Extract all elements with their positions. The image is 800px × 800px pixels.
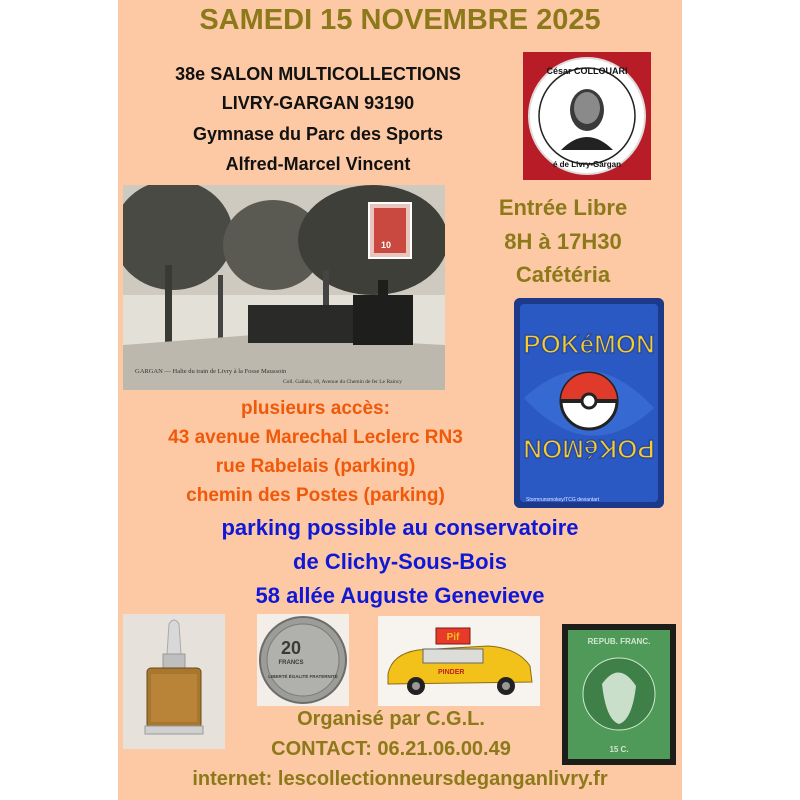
parking-line-3: 58 allée Auguste Genevieve: [255, 583, 545, 608]
cap-text-bottom: é de Livry-Gargan: [552, 160, 622, 169]
pokemon-logo-top: POKéMON: [523, 329, 655, 359]
toy-car-image: [378, 616, 540, 706]
entry-text: Entrée Libre: [498, 195, 628, 220]
pokemon-card-image: [514, 298, 664, 508]
stamp-value: 10: [381, 240, 392, 250]
access-item-2: rue Rabelais (parking): [215, 456, 416, 477]
cap-text-top: César COLLOUARI: [546, 66, 628, 76]
poster: [118, 0, 682, 800]
hours-text: 8H à 17H30: [504, 229, 622, 254]
ceres-stamp-image: [562, 624, 676, 765]
stamp2-top: REPUB. FRANC.: [587, 637, 651, 646]
car-side-text: PINDER: [438, 669, 465, 676]
event-line-3: Gymnase du Parc des Sports: [192, 124, 444, 144]
event-line-1: 38e SALON MULTICOLLECTIONS: [175, 64, 461, 84]
event-line-2: LIVRY-GARGAN 93190: [221, 93, 415, 113]
coin-value: 20: [280, 638, 302, 658]
coin-unit: FRANCS: [278, 660, 304, 666]
website-link[interactable]: internet: lescollectionneursdeganganlivry.fr: [192, 768, 608, 790]
access-item-3: chemin des Postes (parking): [186, 485, 445, 506]
parking-line-2: de Clichy-Sous-Bois: [293, 549, 507, 574]
contact-text: CONTACT: 06.21.06.00.49: [271, 738, 511, 760]
postcard-credit: Coll. Gallais, 18, Avenue du Chemin de fer Le Raincy: [283, 379, 403, 385]
postcard-caption: GARGAN — Halte du train de Livry à la Fosse Maussoin: [135, 368, 287, 375]
perfume-bottle-image: [123, 614, 225, 749]
access-title: plusieurs accès:: [241, 398, 390, 419]
cafe-text: Cafétéria: [515, 262, 611, 287]
organizer-text: Organisé par C.G.L.: [297, 708, 485, 730]
card-credit: Stormrunsmokey/TCG deviantart: [526, 497, 600, 503]
stamp2-bottom: 15 C.: [609, 745, 629, 754]
access-item-1: 43 avenue Marechal Leclerc RN3: [168, 427, 463, 448]
champagne-cap-image: [523, 52, 651, 180]
pokemon-logo-bottom: POKéMON: [523, 434, 655, 464]
event-line-4: Alfred-Marcel Vincent: [225, 154, 411, 174]
postcard-image: [123, 185, 445, 390]
coin-image: [257, 614, 349, 706]
date-title: SAMEDI 15 NOVEMBRE 2025: [199, 4, 601, 36]
car-brand: Pif: [446, 632, 460, 643]
parking-line-1: parking possible au conservatoire: [221, 515, 579, 540]
coin-motto: LIBERTÉ ÉGALITÉ FRATERNITÉ: [268, 674, 338, 679]
